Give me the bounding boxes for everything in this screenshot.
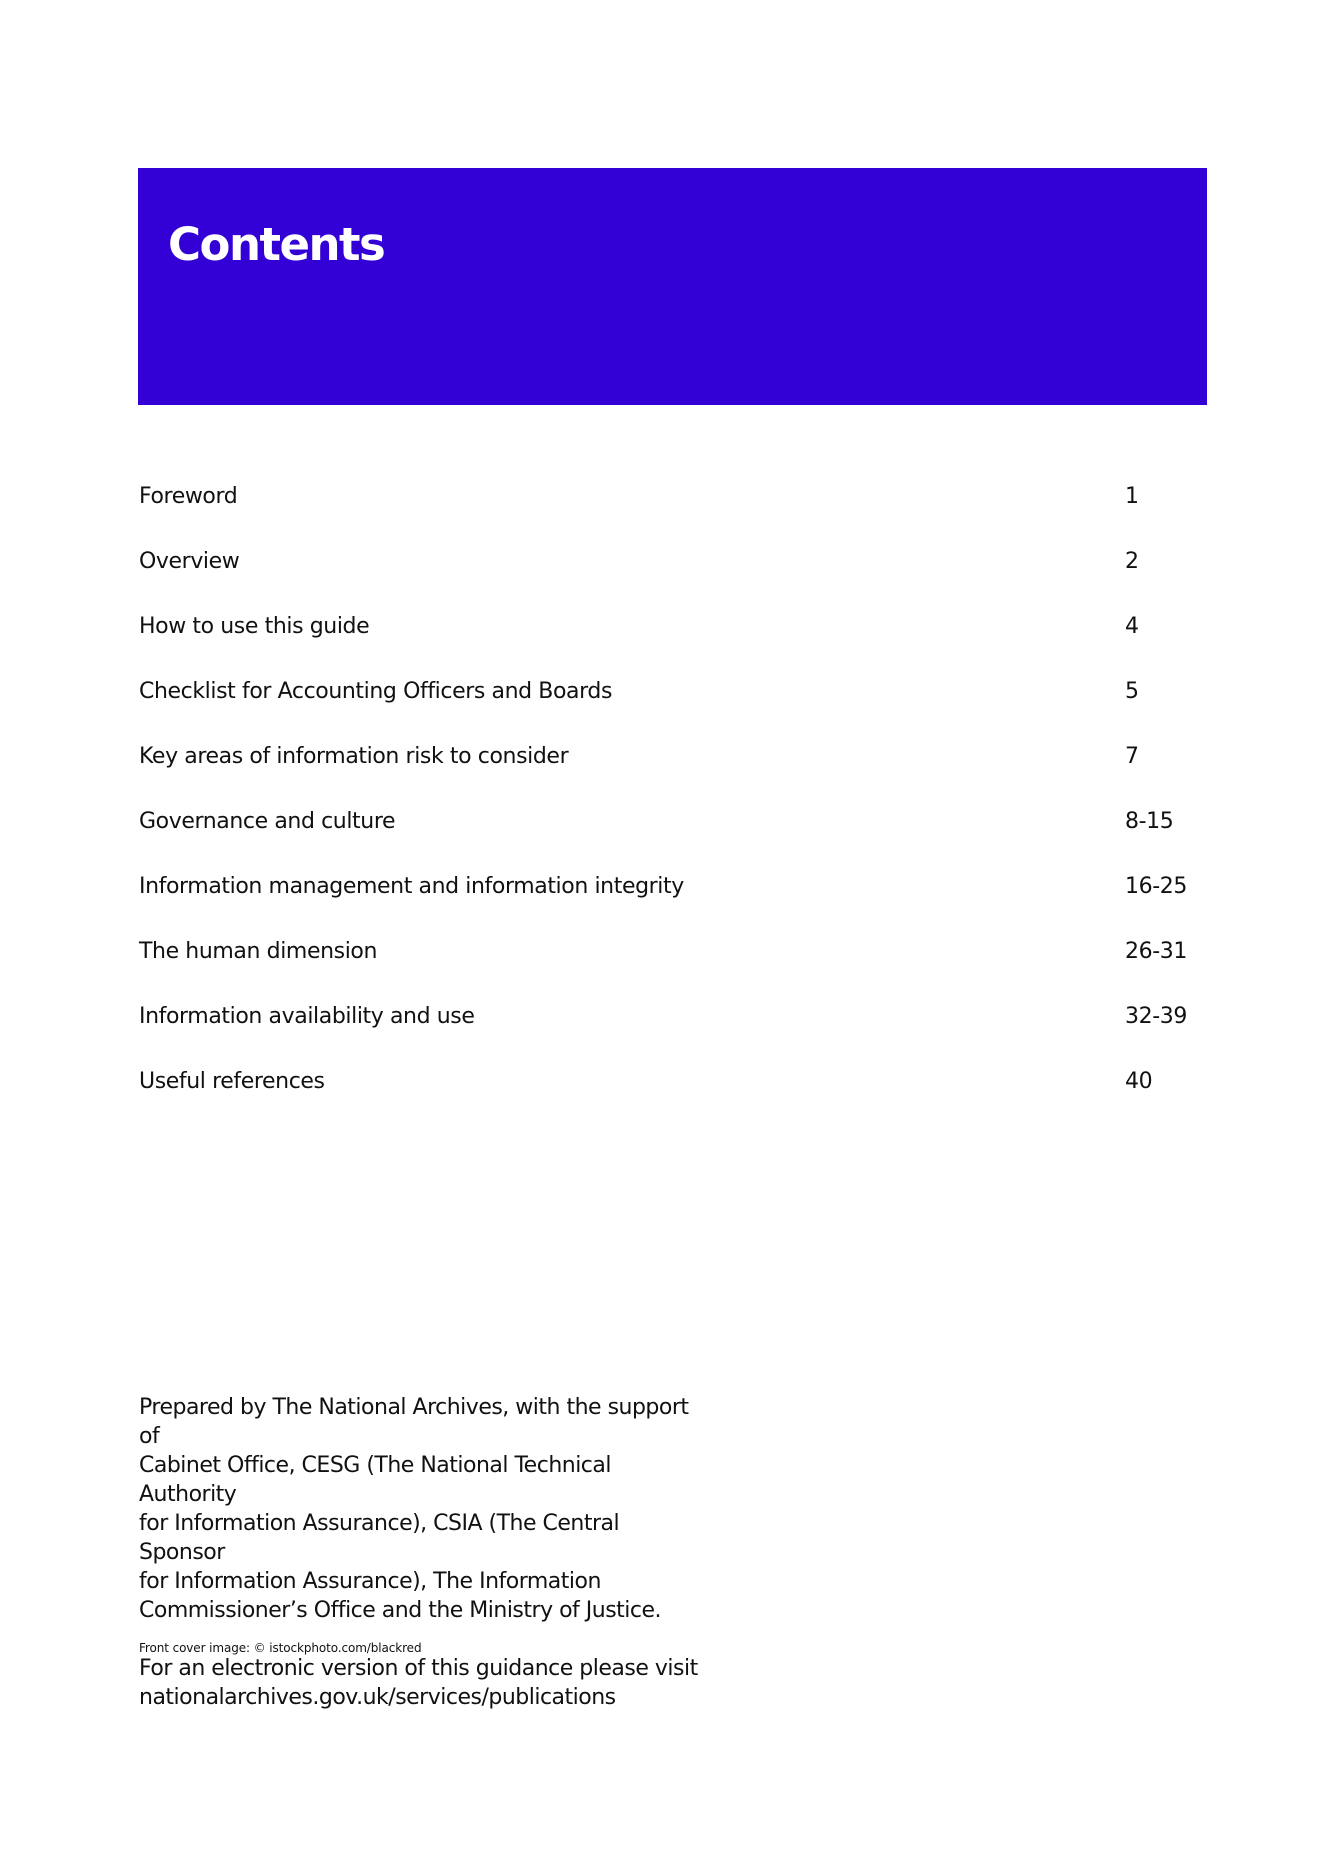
toc-entry-page: 1 xyxy=(1125,484,1139,509)
prepared-by-line: Prepared by The National Archives, with the support of xyxy=(139,1395,689,1449)
toc-entry-governance[interactable] xyxy=(138,803,1207,868)
prepared-by-line: Cabinet Office, CESG (The National Technical Authority xyxy=(139,1453,612,1507)
toc-entry-label: Foreword xyxy=(139,484,238,509)
toc-entry-page: 8-15 xyxy=(1125,809,1174,834)
prepared-by-line: for Information Assurance), The Information xyxy=(139,1569,601,1594)
toc-entry-page: 2 xyxy=(1125,549,1139,574)
prepared-by-line: for Information Assurance), CSIA (The Central Sponsor xyxy=(139,1511,620,1565)
toc-entry-page: 4 xyxy=(1125,614,1139,639)
electronic-version-text xyxy=(139,1654,699,1712)
toc-entry-foreword[interactable] xyxy=(138,478,1207,543)
toc-entry-information-management[interactable] xyxy=(138,868,1207,933)
prepared-by-line: Commissioner’s Office and the Ministry of Justice. xyxy=(139,1598,662,1623)
electronic-version-line: For an electronic version of this guidance please visit xyxy=(139,1656,698,1681)
toc-entry-label: Governance and culture xyxy=(139,809,396,834)
toc-entry-label: How to use this guide xyxy=(139,614,370,639)
toc-entry-references[interactable] xyxy=(138,1063,1207,1128)
toc-entry-label: Information management and information integrity xyxy=(139,874,684,899)
toc-entry-label: Information availability and use xyxy=(139,1004,475,1029)
toc-entry-how-to-use[interactable] xyxy=(138,608,1207,673)
toc-entry-page: 16-25 xyxy=(1125,874,1187,899)
toc-entry-label: Useful references xyxy=(139,1069,325,1094)
toc-entry-page: 40 xyxy=(1125,1069,1153,1094)
toc-entry-label: Key areas of information risk to consider xyxy=(139,744,569,769)
toc-entry-page: 7 xyxy=(1125,744,1139,769)
toc-entry-label: Overview xyxy=(139,549,240,574)
toc-entry-label: Checklist for Accounting Officers and Boards xyxy=(139,679,613,704)
cover-image-credit: Front cover image: © istockphoto.com/blackred xyxy=(139,1641,422,1655)
toc-entry-page: 26-31 xyxy=(1125,939,1187,964)
toc-entry-page: 32-39 xyxy=(1125,1004,1187,1029)
toc-entry-human-dimension[interactable] xyxy=(138,933,1207,998)
toc-entry-checklist[interactable] xyxy=(138,673,1207,738)
table-of-contents xyxy=(138,478,1207,1128)
toc-entry-key-areas[interactable] xyxy=(138,738,1207,803)
page-title: Contents xyxy=(168,218,385,271)
toc-entry-label: The human dimension xyxy=(139,939,378,964)
toc-entry-availability[interactable] xyxy=(138,998,1207,1063)
publications-link[interactable]: nationalarchives.gov.uk/services/publications xyxy=(139,1685,616,1710)
credits-block xyxy=(139,1393,699,1712)
toc-entry-page: 5 xyxy=(1125,679,1139,704)
contents-banner xyxy=(138,168,1207,405)
toc-entry-overview[interactable] xyxy=(138,543,1207,608)
prepared-by-text xyxy=(139,1393,699,1625)
